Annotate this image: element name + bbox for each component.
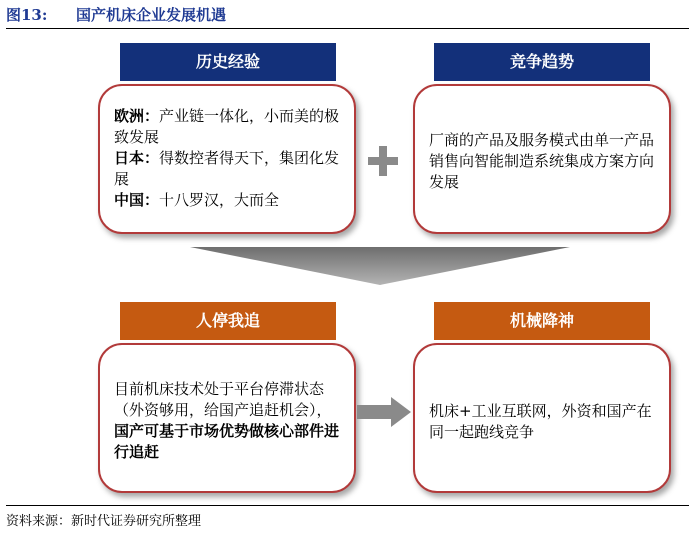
catchup-header: 人停我追 [120,302,336,340]
catchup-text: 目前机床技术处于平台停滞状态（外资够用，给国产追赶机会）， [114,380,332,419]
history-content [114,106,342,211]
history-europe-label: 欧洲： [114,107,160,125]
trend-box [413,84,671,234]
history-china-text: 十八罗汉，大而全 [159,191,280,209]
source-note: 资料来源：新时代证券研究所整理 [6,505,689,529]
trend-header: 竞争趋势 [434,43,650,81]
catchup-bold-text: 国产可基于市场优势做核心部件进行追赶 [114,422,340,461]
history-header: 历史经验 [120,43,336,81]
plus-icon [368,146,398,176]
history-china-label: 中国： [114,191,160,209]
figure-title [6,4,689,29]
catchup-box [98,343,356,493]
mechanism-text: 机床+工业互联网，外资和国产在同一起跑线竞争 [429,402,652,441]
history-japan-label: 日本： [114,149,160,167]
figure-title-text: 国产机床企业发展机遇 [76,6,227,24]
mechanism-box [413,343,671,493]
history-japan-text: 得数控者得天下，集团化发展 [114,149,340,188]
figure-number: 图13: [6,6,48,24]
right-arrow-icon [357,397,411,427]
funnel-arrow-icon [190,247,570,287]
history-europe-text: 产业链一体化，小而美的极致发展 [114,107,340,146]
catchup-content [114,379,342,463]
history-box [98,84,356,234]
mechanism-header: 机械降神 [434,302,650,340]
trend-text: 厂商的产品及服务模式由单一产品销售向智能制造系统集成方案方向发展 [429,131,655,191]
